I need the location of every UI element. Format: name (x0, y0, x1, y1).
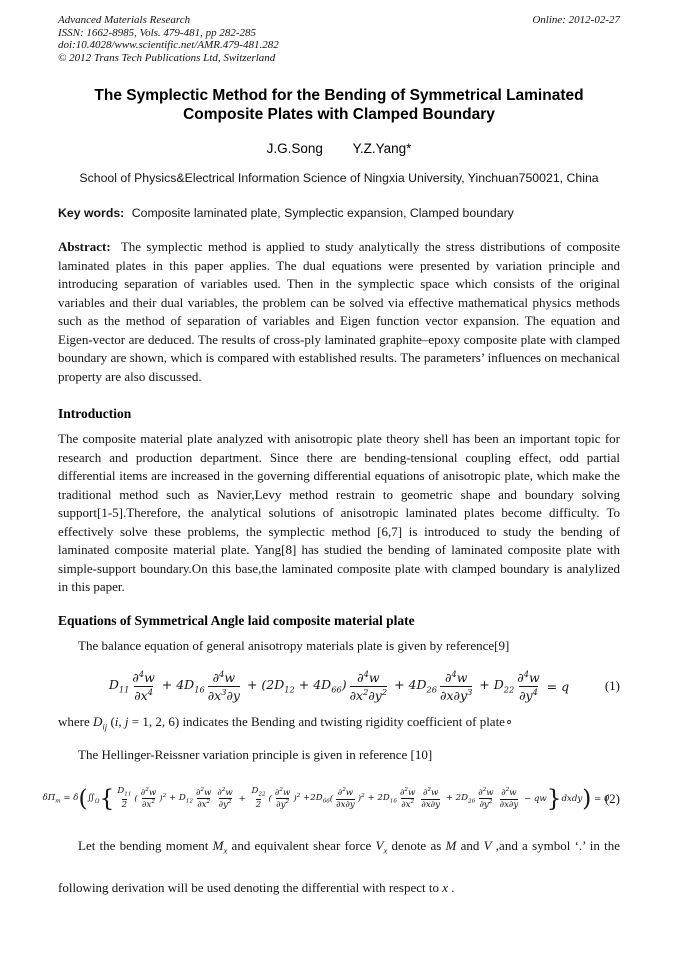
abstract-label: Abstract: (58, 239, 111, 254)
copyright-line: © 2012 Trans Tech Publications Ltd, Switzerland (58, 51, 276, 64)
closing-paragraph: Let the bending moment $M_x$ and equivalent shear force $V_x$ denote as M and V ,and a symbol ‘.’ in the following derivation will be used denoting the differential with respect to x . (58, 837, 620, 896)
balance-equation-intro: The balance equation of general anisotropy materials plate is given by reference[9] (78, 637, 510, 653)
publication-info (58, 14, 279, 64)
issn-line: ISSN: 1662-8985, Vols. 479-481, pp 282-285 (58, 26, 256, 39)
introduction-body: The composite material plate analyzed with anisotropic plate theory shell has been an important topic for research and production department. Since there are bending-tensional coupling effect, odd partial differential items are increased in the governing differential equations of anisotropic plate, which make the traditional method such as Navier,Levy method restrain to geometric shape and boundary solving support[1-5].Therefore, the analytical solutions of anisotropic laminated plates become difficulty. To effectively solve these problems, the symplectic method [6,7] is introduced to study the bending of laminated composite material plate. Yang[8] has studied the bending of laminated composite plate with simple-support boundary.On this base,the laminated composite plate with clamped boundary is analylized in this paper. (58, 431, 620, 594)
variation-principle-intro: The Hellinger-Reissner variation principle is given in reference [10] (78, 747, 433, 763)
equation-1-number: (1) (604, 678, 620, 693)
equation-2-number: (2) (604, 790, 620, 806)
equation-2-math: $\delta\Pi_m = \delta$ ( $∬_\Omega$ { $\frac{D_{11}}{2}$ ( $\frac{\partial^2w}{\partial x^2}$ )$^2$ + $D_{12}$ $\frac{\partial^2w}{\partial x^2}$ $\frac{\partial^2w}{\partial y^2}$ + $\frac{D_{22}}{2}$ ( $\frac{\partial^2w}{\partial y^2}$ )$^2$ $+2D_{66}$ ( $\frac{\partial^2w}{\partial x\partial y}$ )$^2$ + $2D_{16}$ $\frac{\partial^2w}{\partial x^2}$ $\frac{\partial^2w}{\partial x\partial y}$ + $2D_{26}$ $\frac{\partial^2w}{\partial y^2}$ $\frac{\partial^2w}{\partial x\partial y}$ − qw } dxdy ) = 0 (42, 784, 610, 812)
abstract (58, 238, 620, 386)
equation-1 (58, 665, 620, 707)
section-heading-introduction: Introduction (58, 406, 132, 421)
online-date: Online: 2012-02-27 (532, 14, 620, 26)
author-1: J.G.Song (266, 141, 323, 156)
abstract-text: The symplectic method is applied to study analytically the stress distributions of composite laminated plates in this paper applies. The dual equations were presented by variation principle and introducing separation of variables used. Then in the symplectic space which consists of the original variables and their dual variables, the problem can be solved via effective mathematical physics methods such as the method of separation of variables and Eigen function vector expansion. The equation and Eigen-vector are deduced. The results of cross-ply laminated graphite–epoxy composite plate with clamped boundary are shown, which is compared with established results. The parameters’ influences on mechanical property are also discussed. (58, 239, 621, 384)
authors-line (58, 141, 620, 156)
journal-name: Advanced Materials Research (58, 14, 191, 26)
keywords-text: Composite laminated plate, Symplectic expansion, Clamped boundary (131, 206, 514, 220)
keywords-line (58, 206, 620, 220)
author-2: Y.Z.Yang* (352, 141, 412, 156)
affiliation: School of Physics&Electrical Information Science of Ningxia University, Yinchuan750021, China (79, 171, 599, 185)
where-line: where $D_{ij}$ (i, j = 1, 2, 6) indicates the Bending and twisting rigidity coefficient of plate∘ (58, 714, 514, 732)
section-heading-equations: Equations of Symmetrical Angle laid composite material plate (58, 612, 415, 628)
keywords-label: Key words: (58, 206, 125, 220)
doi-line: doi:10.4028/www.scientific.net/AMR.479-481.282 (58, 39, 279, 51)
equation-2 (42, 779, 620, 819)
paper-title: The Symplectic Method for the Bending of Symmetrical Laminated Composite Plates with Clamped Boundary (94, 87, 584, 123)
equation-1-math: $D_{11}$ $\frac{\partial^4w}{\partial x^4}$ + $4D_{16}$ $\frac{\partial^4w}{\partial x^3\partial y}$ + $(2D_{12} + 4D_{66})$ $\frac{\partial^4w}{\partial x^2\partial y^2}$ + $4D_{26}$ $\frac{\partial^4w}{\partial x\partial y^3}$ + $D_{22}$ $\frac{\partial^4w}{\partial y^4}$ = q (108, 668, 570, 703)
publication-header (58, 14, 620, 64)
